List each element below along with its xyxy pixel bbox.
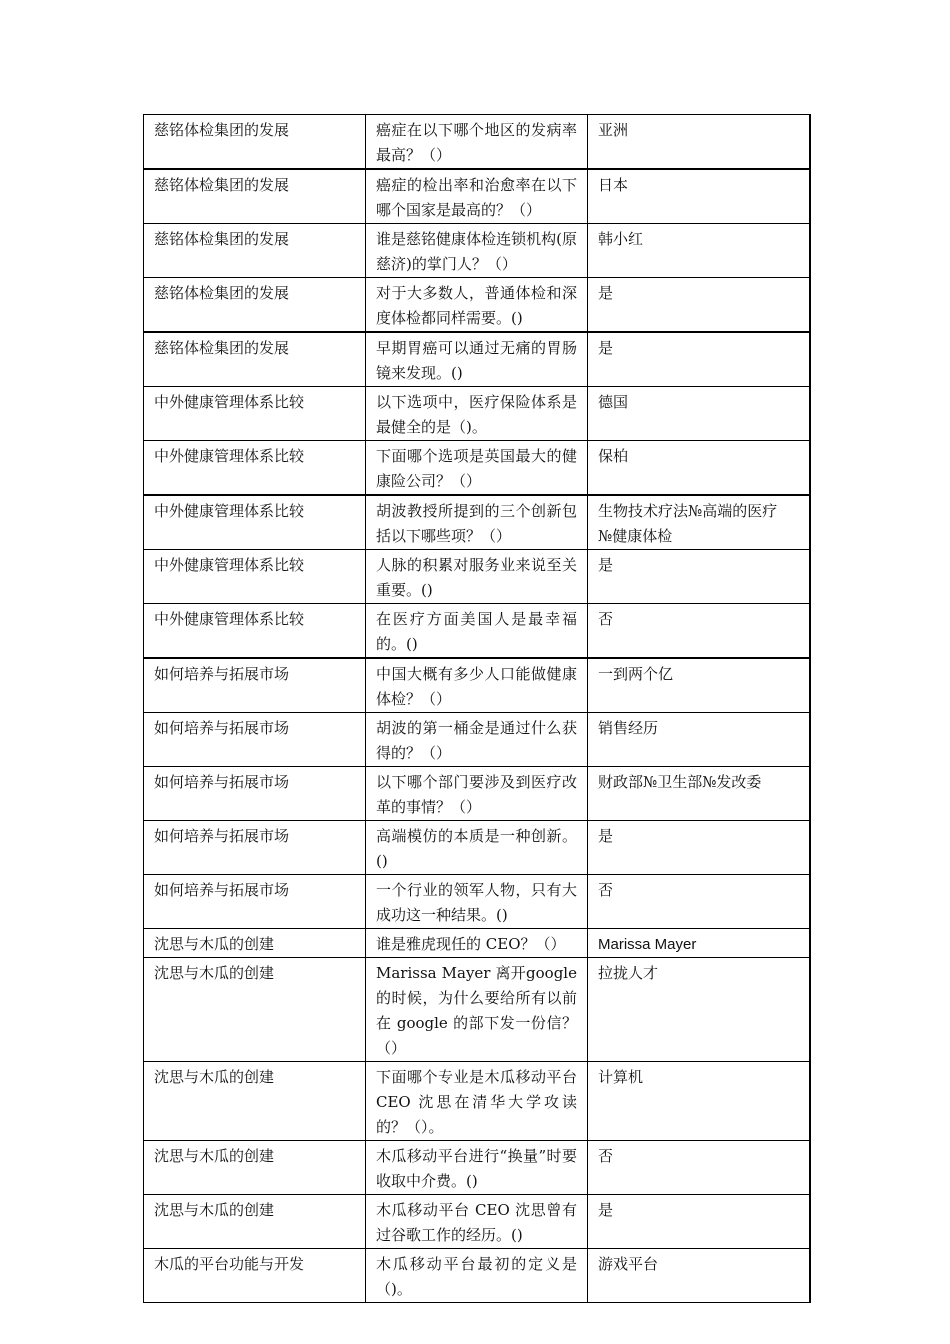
topic-cell: 慈铭体检集团的发展 [144, 224, 366, 278]
answer-cell: 是 [588, 550, 810, 604]
topic-cell: 如何培养与拓展市场 [144, 821, 366, 875]
question-cell: 中国大概有多少人口能做健康体检？（） [366, 658, 588, 713]
table-row [144, 115, 810, 170]
topic-cell: 沈思与木瓜的创建 [144, 958, 366, 1062]
topic-cell: 中外健康管理体系比较 [144, 441, 366, 496]
table-row [144, 332, 810, 387]
answer-cell: 是 [588, 332, 810, 387]
answer-cell: 是 [588, 278, 810, 333]
topic-cell: 中外健康管理体系比较 [144, 387, 366, 441]
answer-cell: 计算机 [588, 1062, 810, 1141]
question-cell: 癌症的检出率和治愈率在以下哪个国家是最高的？（） [366, 169, 588, 224]
table-row [144, 224, 810, 278]
table-row [144, 441, 810, 496]
answer-cell: 生物技术疗法№高端的医疗№健康体检 [588, 495, 810, 550]
answer-cell: 是 [588, 1195, 810, 1249]
answer-cell: 是 [588, 821, 810, 875]
table-row [144, 929, 810, 958]
question-cell: 癌症在以下哪个地区的发病率最高？（） [366, 115, 588, 170]
table-row [144, 169, 810, 224]
question-cell: 高端模仿的本质是一种创新。() [366, 821, 588, 875]
answer-cell: 亚洲 [588, 115, 810, 170]
table-row [144, 958, 810, 1062]
question-cell: 木瓜移动平台进行“换量”时要收取中介费。() [366, 1141, 588, 1195]
topic-cell: 慈铭体检集团的发展 [144, 278, 366, 333]
table-row [144, 604, 810, 659]
topic-cell: 慈铭体检集团的发展 [144, 169, 366, 224]
question-cell: 谁是雅虎现任的 CEO？（） [366, 929, 588, 958]
topic-cell: 如何培养与拓展市场 [144, 767, 366, 821]
topic-cell: 慈铭体检集团的发展 [144, 332, 366, 387]
answer-cell: 游戏平台 [588, 1249, 810, 1303]
table-row [144, 658, 810, 713]
table-row [144, 387, 810, 441]
question-cell: 胡波教授所提到的三个创新包括以下哪些项？（） [366, 495, 588, 550]
table-row [144, 767, 810, 821]
question-cell: 谁是慈铭健康体检连锁机构(原慈济)的掌门人？（） [366, 224, 588, 278]
table-row [144, 1249, 810, 1303]
topic-cell: 中外健康管理体系比较 [144, 550, 366, 604]
question-cell: 以下选项中，医疗保险体系是最健全的是（)。 [366, 387, 588, 441]
topic-cell: 如何培养与拓展市场 [144, 713, 366, 767]
question-cell: 人脉的积累对服务业来说至关重要。() [366, 550, 588, 604]
topic-cell: 木瓜的平台功能与开发 [144, 1249, 366, 1303]
question-cell: 胡波的第一桶金是通过什么获得的？（） [366, 713, 588, 767]
table-row [144, 1062, 810, 1141]
question-cell: 木瓜移动平台最初的定义是（)。 [366, 1249, 588, 1303]
answer-cell: 否 [588, 1141, 810, 1195]
topic-cell: 沈思与木瓜的创建 [144, 929, 366, 958]
answer-cell: 保柏 [588, 441, 810, 496]
question-cell: 一个行业的领军人物，只有大成功这一种结果。() [366, 875, 588, 929]
question-cell: 下面哪个专业是木瓜移动平台 CEO 沈思在清华大学攻读的？（）。 [366, 1062, 588, 1141]
table-row [144, 875, 810, 929]
table-row [144, 550, 810, 604]
answer-cell: 德国 [588, 387, 810, 441]
question-cell: 早期胃癌可以通过无痛的胃肠镜来发现。() [366, 332, 588, 387]
topic-cell: 中外健康管理体系比较 [144, 495, 366, 550]
question-cell: 木瓜移动平台 CEO 沈思曾有过谷歌工作的经历。() [366, 1195, 588, 1249]
topic-cell: 如何培养与拓展市场 [144, 658, 366, 713]
topic-cell: 中外健康管理体系比较 [144, 604, 366, 659]
question-cell: 下面哪个选项是英国最大的健康险公司？（） [366, 441, 588, 496]
topic-cell: 如何培养与拓展市场 [144, 875, 366, 929]
question-cell: Marissa Mayer 离开google 的时候，为什么要给所有以前在 google 的部下发一份信？（） [366, 958, 588, 1062]
answer-cell: 韩小红 [588, 224, 810, 278]
answer-cell: 拉拢人才 [588, 958, 810, 1062]
question-cell: 对于大多数人，普通体检和深度体检都同样需要。() [366, 278, 588, 333]
qa-table [143, 114, 811, 1303]
question-cell: 在医疗方面美国人是最幸福的。() [366, 604, 588, 659]
answer-cell: 日本 [588, 169, 810, 224]
table-row [144, 495, 810, 550]
answer-cell: 否 [588, 875, 810, 929]
topic-cell: 慈铭体检集团的发展 [144, 115, 366, 170]
topic-cell: 沈思与木瓜的创建 [144, 1141, 366, 1195]
topic-cell: 沈思与木瓜的创建 [144, 1195, 366, 1249]
answer-cell: 否 [588, 604, 810, 659]
answer-cell: 财政部№卫生部№发改委 [588, 767, 810, 821]
topic-cell: 沈思与木瓜的创建 [144, 1062, 366, 1141]
answer-cell: Marissa Mayer [588, 929, 810, 958]
table-row [144, 821, 810, 875]
answer-cell: 销售经历 [588, 713, 810, 767]
table-row [144, 1195, 810, 1249]
table-row [144, 278, 810, 333]
table-row [144, 713, 810, 767]
table-row [144, 1141, 810, 1195]
question-cell: 以下哪个部门要涉及到医疗改革的事情？（） [366, 767, 588, 821]
answer-cell: 一到两个亿 [588, 658, 810, 713]
